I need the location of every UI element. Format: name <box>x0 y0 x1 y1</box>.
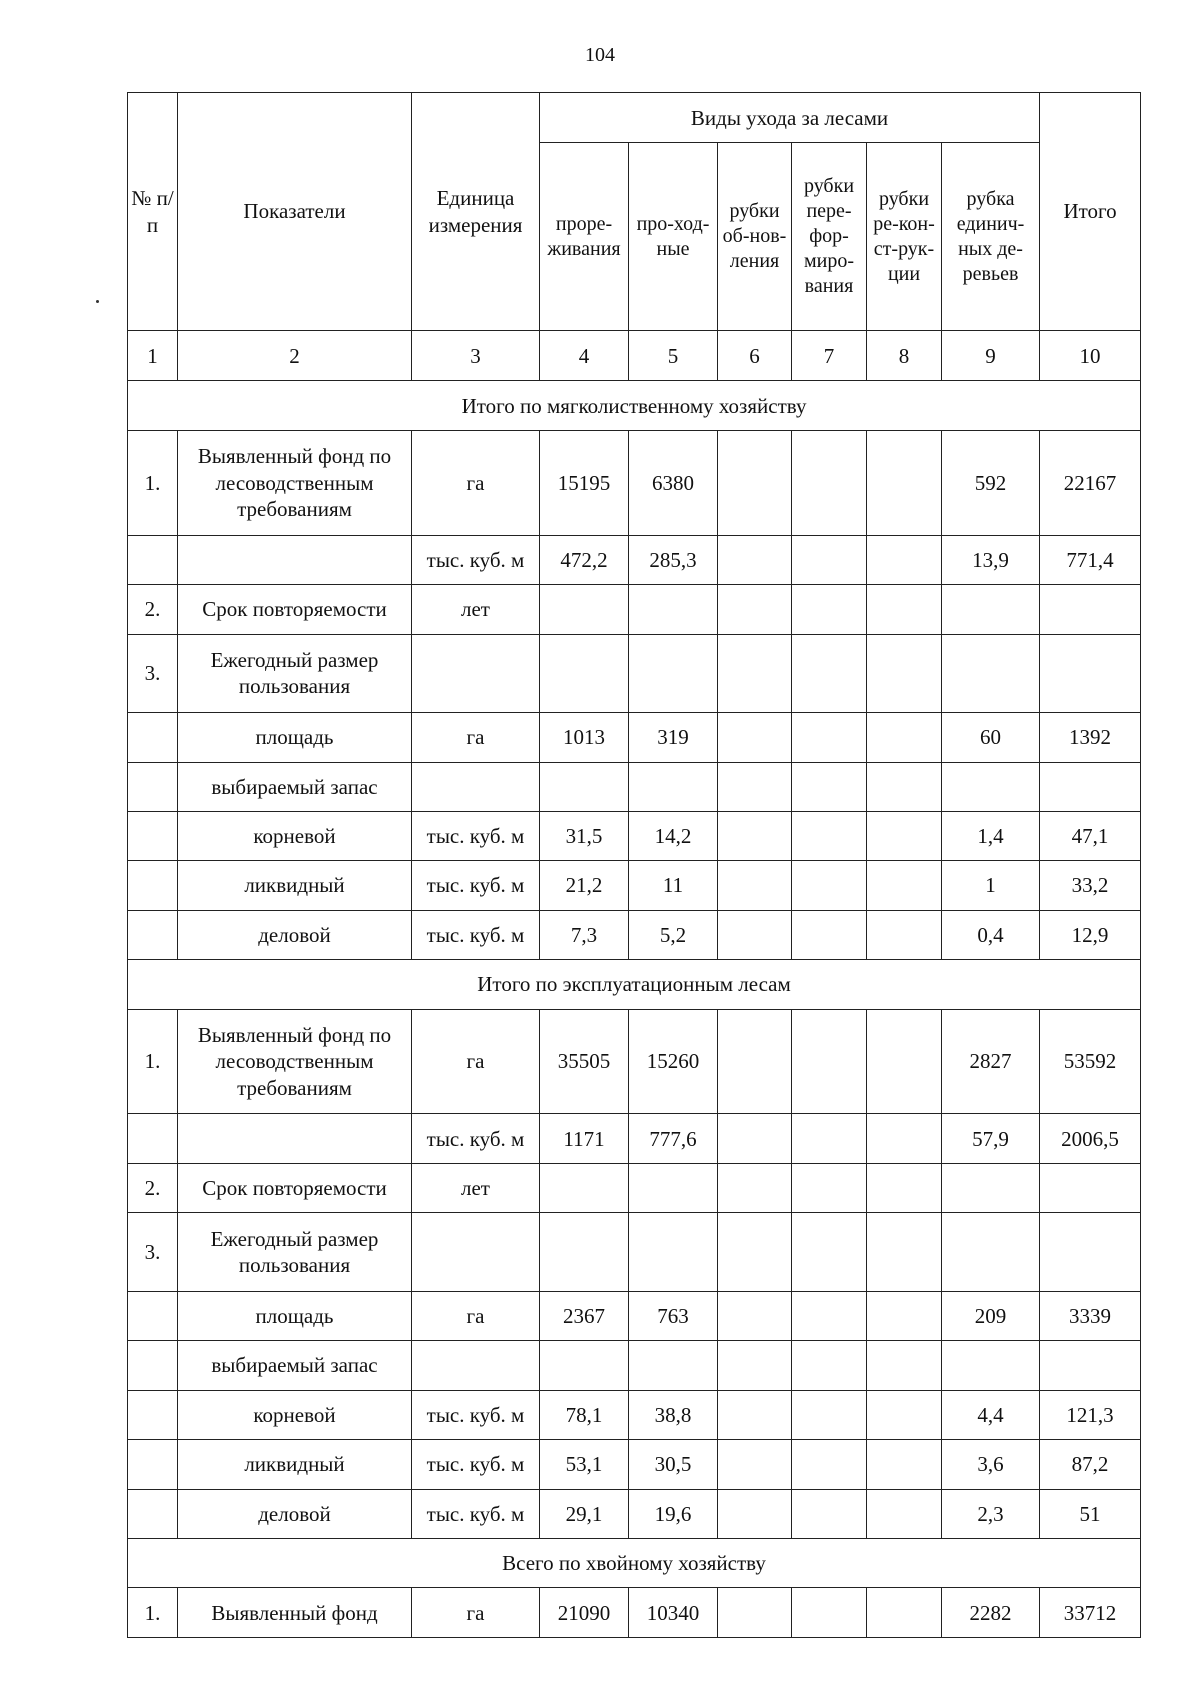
row-indicator: Срок повторяемости <box>178 1163 412 1212</box>
section-row <box>128 1538 1141 1587</box>
row-value: 53592 <box>1040 1009 1141 1114</box>
row-value <box>867 1163 942 1212</box>
row-value: 771,4 <box>1040 535 1141 584</box>
page-number: 104 <box>585 44 615 66</box>
row-value: 319 <box>629 713 718 762</box>
row-unit: тыс. куб. м <box>412 861 540 910</box>
row-value: 121,3 <box>1040 1390 1141 1439</box>
row-value <box>629 1213 718 1292</box>
header-indicator: Показатели <box>178 93 412 331</box>
row-indicator: корневой <box>178 1390 412 1439</box>
col-number: 3 <box>412 331 540 381</box>
row-value <box>629 762 718 811</box>
table-row <box>128 1114 1141 1163</box>
row-value <box>1040 762 1141 811</box>
row-value <box>792 811 867 860</box>
row-value <box>792 1390 867 1439</box>
row-value <box>942 1163 1040 1212</box>
table-row <box>128 1291 1141 1340</box>
section-title: Итого по эксплуатационным лесам <box>128 960 1141 1009</box>
row-indicator: Ежегодный размер пользования <box>178 634 412 713</box>
row-value: 1,4 <box>942 811 1040 860</box>
row-value: 19,6 <box>629 1489 718 1538</box>
row-value: 592 <box>942 430 1040 535</box>
row-number <box>128 1390 178 1439</box>
header-col-single-trees: рубка единич-ных де-ревьев <box>942 143 1040 331</box>
row-value <box>792 910 867 959</box>
table-row <box>128 430 1141 535</box>
row-unit <box>412 1213 540 1292</box>
row-value <box>718 1440 792 1489</box>
row-value: 0,4 <box>942 910 1040 959</box>
row-value <box>792 713 867 762</box>
row-value: 33712 <box>1040 1588 1141 1638</box>
row-value: 5,2 <box>629 910 718 959</box>
col-number: 2 <box>178 331 412 381</box>
row-value: 13,9 <box>942 535 1040 584</box>
row-number <box>128 713 178 762</box>
row-value <box>792 1009 867 1114</box>
row-value <box>867 861 942 910</box>
row-indicator <box>178 1114 412 1163</box>
row-indicator: ликвидный <box>178 861 412 910</box>
row-value <box>718 910 792 959</box>
col-number: 9 <box>942 331 1040 381</box>
col-number: 6 <box>718 331 792 381</box>
row-number <box>128 1291 178 1340</box>
table-row <box>128 910 1141 959</box>
row-value <box>942 585 1040 634</box>
row-indicator: деловой <box>178 1489 412 1538</box>
row-value: 22167 <box>1040 430 1141 535</box>
row-indicator <box>178 535 412 584</box>
header-unit: Единица измерения <box>412 93 540 331</box>
row-unit: га <box>412 430 540 535</box>
section-row <box>128 960 1141 1009</box>
row-value <box>867 1114 942 1163</box>
row-value <box>540 1213 629 1292</box>
row-unit: га <box>412 1291 540 1340</box>
row-value: 285,3 <box>629 535 718 584</box>
row-value: 1392 <box>1040 713 1141 762</box>
row-value <box>867 910 942 959</box>
row-value: 21090 <box>540 1588 629 1638</box>
row-value <box>718 762 792 811</box>
header-no: № п/п <box>128 93 178 331</box>
row-value: 12,9 <box>1040 910 1141 959</box>
row-unit: тыс. куб. м <box>412 535 540 584</box>
row-value <box>792 762 867 811</box>
col-number: 7 <box>792 331 867 381</box>
row-value: 10340 <box>629 1588 718 1638</box>
row-value <box>718 1588 792 1638</box>
row-number <box>128 1440 178 1489</box>
row-value <box>718 1390 792 1439</box>
row-value <box>718 430 792 535</box>
row-value <box>540 634 629 713</box>
row-value: 30,5 <box>629 1440 718 1489</box>
row-indicator: площадь <box>178 1291 412 1340</box>
row-value <box>867 1341 942 1390</box>
row-value <box>792 1163 867 1212</box>
row-value: 2,3 <box>942 1489 1040 1538</box>
row-value: 1 <box>942 861 1040 910</box>
row-value <box>867 1440 942 1489</box>
row-number <box>128 1341 178 1390</box>
row-value: 15195 <box>540 430 629 535</box>
row-number <box>128 535 178 584</box>
row-value: 4,4 <box>942 1390 1040 1439</box>
row-value <box>1040 585 1141 634</box>
row-value <box>718 1114 792 1163</box>
header-col-renewal: рубки об-нов-ления <box>718 143 792 331</box>
row-value <box>629 585 718 634</box>
row-indicator: корневой <box>178 811 412 860</box>
row-value <box>792 634 867 713</box>
row-value <box>1040 1341 1141 1390</box>
section-row <box>128 381 1141 430</box>
row-unit: тыс. куб. м <box>412 1114 540 1163</box>
row-unit <box>412 1341 540 1390</box>
row-value <box>792 1440 867 1489</box>
row-indicator: деловой <box>178 910 412 959</box>
row-value <box>792 1291 867 1340</box>
table-row <box>128 535 1141 584</box>
row-value: 2827 <box>942 1009 1040 1114</box>
table-row <box>128 1489 1141 1538</box>
col-number: 4 <box>540 331 629 381</box>
row-value <box>867 762 942 811</box>
header-total: Итого <box>1040 93 1141 331</box>
row-value: 472,2 <box>540 535 629 584</box>
col-number: 10 <box>1040 331 1141 381</box>
row-value: 38,8 <box>629 1390 718 1439</box>
row-value <box>867 535 942 584</box>
row-value: 57,9 <box>942 1114 1040 1163</box>
row-value: 3339 <box>1040 1291 1141 1340</box>
row-value <box>942 1213 1040 1292</box>
row-value <box>540 585 629 634</box>
row-value <box>792 1588 867 1638</box>
row-value <box>718 811 792 860</box>
row-value <box>718 1163 792 1212</box>
row-number: 2. <box>128 1163 178 1212</box>
row-value <box>792 861 867 910</box>
row-unit <box>412 634 540 713</box>
row-value <box>867 1213 942 1292</box>
table-row <box>128 1163 1141 1212</box>
row-value <box>792 1114 867 1163</box>
row-value <box>792 1489 867 1538</box>
row-indicator: выбираемый запас <box>178 762 412 811</box>
row-value <box>540 762 629 811</box>
table-row <box>128 1440 1141 1489</box>
row-value <box>942 634 1040 713</box>
row-value <box>867 1291 942 1340</box>
table-body <box>128 93 1141 1638</box>
row-value <box>540 1341 629 1390</box>
row-value <box>718 1291 792 1340</box>
row-value <box>718 585 792 634</box>
section-title: Всего по хвойному хозяйству <box>128 1538 1141 1587</box>
row-number <box>128 910 178 959</box>
row-value: 33,2 <box>1040 861 1141 910</box>
table-row <box>128 1009 1141 1114</box>
col-number: 1 <box>128 331 178 381</box>
row-unit <box>412 762 540 811</box>
row-number: 3. <box>128 1213 178 1292</box>
row-unit: тыс. куб. м <box>412 1440 540 1489</box>
row-value <box>867 1489 942 1538</box>
row-unit: тыс. куб. м <box>412 1489 540 1538</box>
row-number <box>128 1114 178 1163</box>
row-value <box>718 1213 792 1292</box>
row-value <box>867 713 942 762</box>
row-value: 53,1 <box>540 1440 629 1489</box>
row-value <box>1040 1163 1141 1212</box>
row-value: 51 <box>1040 1489 1141 1538</box>
row-number <box>128 1489 178 1538</box>
row-unit: тыс. куб. м <box>412 1390 540 1439</box>
row-value: 6380 <box>629 430 718 535</box>
row-value: 35505 <box>540 1009 629 1114</box>
table-row <box>128 762 1141 811</box>
row-indicator: Выявленный фонд по лесоводственным требованиям <box>178 430 412 535</box>
row-value <box>792 585 867 634</box>
row-value <box>867 1588 942 1638</box>
row-unit: лет <box>412 1163 540 1212</box>
row-number: 3. <box>128 634 178 713</box>
row-value: 7,3 <box>540 910 629 959</box>
row-value <box>629 1163 718 1212</box>
row-unit: тыс. куб. м <box>412 811 540 860</box>
row-value <box>792 535 867 584</box>
row-value <box>867 811 942 860</box>
row-value <box>718 713 792 762</box>
row-indicator: выбираемый запас <box>178 1341 412 1390</box>
row-value <box>792 1213 867 1292</box>
row-unit: га <box>412 1009 540 1114</box>
row-value <box>718 1489 792 1538</box>
row-value <box>718 634 792 713</box>
row-value <box>942 762 1040 811</box>
table-row <box>128 585 1141 634</box>
row-value: 21,2 <box>540 861 629 910</box>
table-row <box>128 811 1141 860</box>
table-row <box>128 634 1141 713</box>
row-value: 2282 <box>942 1588 1040 1638</box>
column-number-row <box>128 331 1141 381</box>
row-value <box>867 585 942 634</box>
header-col-passage: про-ход-ные <box>629 143 718 331</box>
col-number: 5 <box>629 331 718 381</box>
row-value <box>629 634 718 713</box>
row-number: 1. <box>128 430 178 535</box>
table-row <box>128 1390 1141 1439</box>
header-col-reconstruction: рубки ре-кон-ст-рук-ции <box>867 143 942 331</box>
row-indicator: Выявленный фонд <box>178 1588 412 1638</box>
row-value: 60 <box>942 713 1040 762</box>
row-indicator: площадь <box>178 713 412 762</box>
row-value <box>792 1341 867 1390</box>
row-value <box>629 1341 718 1390</box>
row-value <box>1040 1213 1141 1292</box>
row-number <box>128 811 178 860</box>
row-value: 1171 <box>540 1114 629 1163</box>
row-value <box>718 535 792 584</box>
row-value <box>718 861 792 910</box>
row-value: 78,1 <box>540 1390 629 1439</box>
row-indicator: Срок повторяемости <box>178 585 412 634</box>
row-value <box>792 430 867 535</box>
row-value: 14,2 <box>629 811 718 860</box>
row-unit: га <box>412 713 540 762</box>
row-value: 1013 <box>540 713 629 762</box>
row-number <box>128 762 178 811</box>
row-unit: га <box>412 1588 540 1638</box>
table-row <box>128 861 1141 910</box>
forest-care-table <box>127 92 1141 1638</box>
section-title: Итого по мягколиственному хозяйству <box>128 381 1141 430</box>
table-row <box>128 1213 1141 1292</box>
row-value <box>718 1009 792 1114</box>
row-value <box>540 1163 629 1212</box>
row-value <box>718 1341 792 1390</box>
row-value: 2006,5 <box>1040 1114 1141 1163</box>
scan-speck <box>96 300 99 303</box>
row-value: 47,1 <box>1040 811 1141 860</box>
col-number: 8 <box>867 331 942 381</box>
row-value: 763 <box>629 1291 718 1340</box>
row-value: 87,2 <box>1040 1440 1141 1489</box>
row-number: 2. <box>128 585 178 634</box>
row-value: 11 <box>629 861 718 910</box>
row-number <box>128 861 178 910</box>
row-value <box>867 430 942 535</box>
row-value: 209 <box>942 1291 1040 1340</box>
row-value: 31,5 <box>540 811 629 860</box>
header-col-reformation: рубки пере-фор-миро-вания <box>792 143 867 331</box>
row-value: 2367 <box>540 1291 629 1340</box>
table-row <box>128 713 1141 762</box>
row-value: 777,6 <box>629 1114 718 1163</box>
row-value <box>1040 634 1141 713</box>
row-number: 1. <box>128 1588 178 1638</box>
table-row <box>128 1588 1141 1638</box>
header-row-1 <box>128 93 1141 143</box>
row-value <box>867 1390 942 1439</box>
row-indicator: ликвидный <box>178 1440 412 1489</box>
row-number: 1. <box>128 1009 178 1114</box>
row-value <box>867 634 942 713</box>
table-row <box>128 1341 1141 1390</box>
header-col-thinning: проре-живания <box>540 143 629 331</box>
row-unit: тыс. куб. м <box>412 910 540 959</box>
header-care-types: Виды ухода за лесами <box>540 93 1040 143</box>
row-unit: лет <box>412 585 540 634</box>
row-indicator: Ежегодный размер пользования <box>178 1213 412 1292</box>
row-value: 3,6 <box>942 1440 1040 1489</box>
row-value: 29,1 <box>540 1489 629 1538</box>
row-indicator: Выявленный фонд по лесоводственным требованиям <box>178 1009 412 1114</box>
row-value: 15260 <box>629 1009 718 1114</box>
row-value <box>867 1009 942 1114</box>
row-value <box>942 1341 1040 1390</box>
